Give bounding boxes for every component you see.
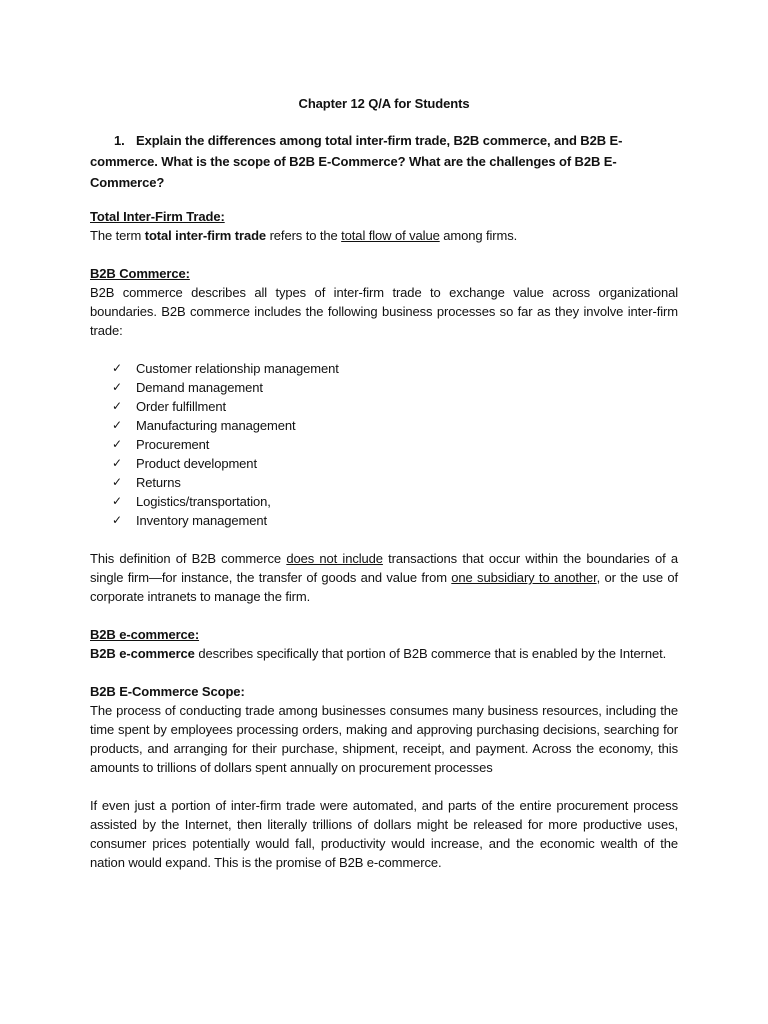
text-run: describes specifically that portion of B2B commerce that is enabled by the Internet. <box>194 646 667 661</box>
list-item <box>112 435 678 454</box>
question-text: Explain the differences among total inter-firm trade, B2B commerce, and B2B E-commerce. What is the scope of B2B E-Commerce? What are the challenges of B2B E-Commerce? <box>90 133 623 190</box>
underlined-phrase: one subsidiary to another <box>451 570 597 585</box>
list-item-label: Returns <box>136 475 181 490</box>
check-mark-icon: ✓ <box>112 380 122 394</box>
text-run: The term <box>90 228 145 243</box>
document-title: Chapter 12 Q/A for Students <box>298 96 470 111</box>
question-1 <box>90 130 678 193</box>
text-run: This definition of B2B commerce <box>90 551 287 566</box>
check-mark-icon: ✓ <box>112 494 122 508</box>
check-mark-icon: ✓ <box>112 399 122 413</box>
b2b-commerce-heading: B2B Commerce: <box>90 266 190 281</box>
list-item <box>112 359 678 378</box>
list-item-label: Logistics/transportation, <box>136 494 271 509</box>
list-item <box>112 492 678 511</box>
scope-heading: B2B E-Commerce Scope: <box>90 684 245 699</box>
b2b-ecommerce-paragraph <box>90 644 678 663</box>
list-item-label: Order fulfillment <box>136 399 227 414</box>
list-item-label: Demand management <box>136 380 263 395</box>
question-number: 1. <box>114 133 125 148</box>
text-run: , or the use of corporate intranets to manage the firm. <box>90 570 678 604</box>
list-item-label: Product development <box>136 456 257 471</box>
scope-paragraph-2: If even just a portion of inter-firm trade were automated, and parts of the entire procurement process assisted by the Internet, then literally trillions of dollars might be released for more productive uses, consumer prices potentially would fall, productivity would increase, and the economic wealth of the nation would expand. This is the promise of B2B e-commerce. <box>90 798 678 870</box>
list-item-label: Customer relationship management <box>136 361 339 376</box>
document-page <box>90 94 678 891</box>
check-mark-icon: ✓ <box>112 475 122 489</box>
b2b-commerce-definition <box>90 549 678 606</box>
list-item <box>112 378 678 397</box>
text-run: among firms. <box>439 228 518 243</box>
bold-term: total inter-firm trade <box>144 228 267 243</box>
total-inter-firm-heading: Total Inter-Firm Trade: <box>90 209 225 224</box>
check-mark-icon: ✓ <box>112 513 122 527</box>
underlined-phrase: does not include <box>286 551 383 566</box>
text-run: transactions that occur within the boundaries of a single firm—for instance, the transfer of goods and value from <box>90 551 678 585</box>
check-mark-icon: ✓ <box>112 437 122 451</box>
check-mark-icon: ✓ <box>112 361 122 375</box>
list-item <box>112 511 678 530</box>
scope-paragraph-1: The process of conducting trade among businesses consumes many business resources, including the time spent by employees processing orders, making and approving purchasing decisions, searching for products, and arranging for their purchase, shipment, receipt, and payment. Across the economy, this amounts to trillions of dollars spent annually on procurement processes <box>90 703 678 775</box>
business-process-list <box>90 359 678 530</box>
b2b-ecommerce-heading: B2B e-commerce: <box>90 627 200 642</box>
list-item <box>112 454 678 473</box>
list-item-label: Inventory management <box>136 513 267 528</box>
list-item-label: Procurement <box>136 437 210 452</box>
text-run: refers to the <box>266 228 342 243</box>
list-item <box>112 397 678 416</box>
bold-term: B2B e-commerce <box>90 646 195 661</box>
list-item <box>112 416 678 435</box>
check-mark-icon: ✓ <box>112 418 122 432</box>
list-item-label: Manufacturing management <box>136 418 296 433</box>
check-mark-icon: ✓ <box>112 456 122 470</box>
total-inter-firm-paragraph <box>90 226 678 245</box>
list-item <box>112 473 678 492</box>
underlined-phrase: total flow of value <box>341 228 440 243</box>
b2b-commerce-intro: B2B commerce describes all types of inter-firm trade to exchange value across organizational boundaries. B2B commerce includes the following business processes so far as they involve inter-firm trade: <box>90 285 678 338</box>
